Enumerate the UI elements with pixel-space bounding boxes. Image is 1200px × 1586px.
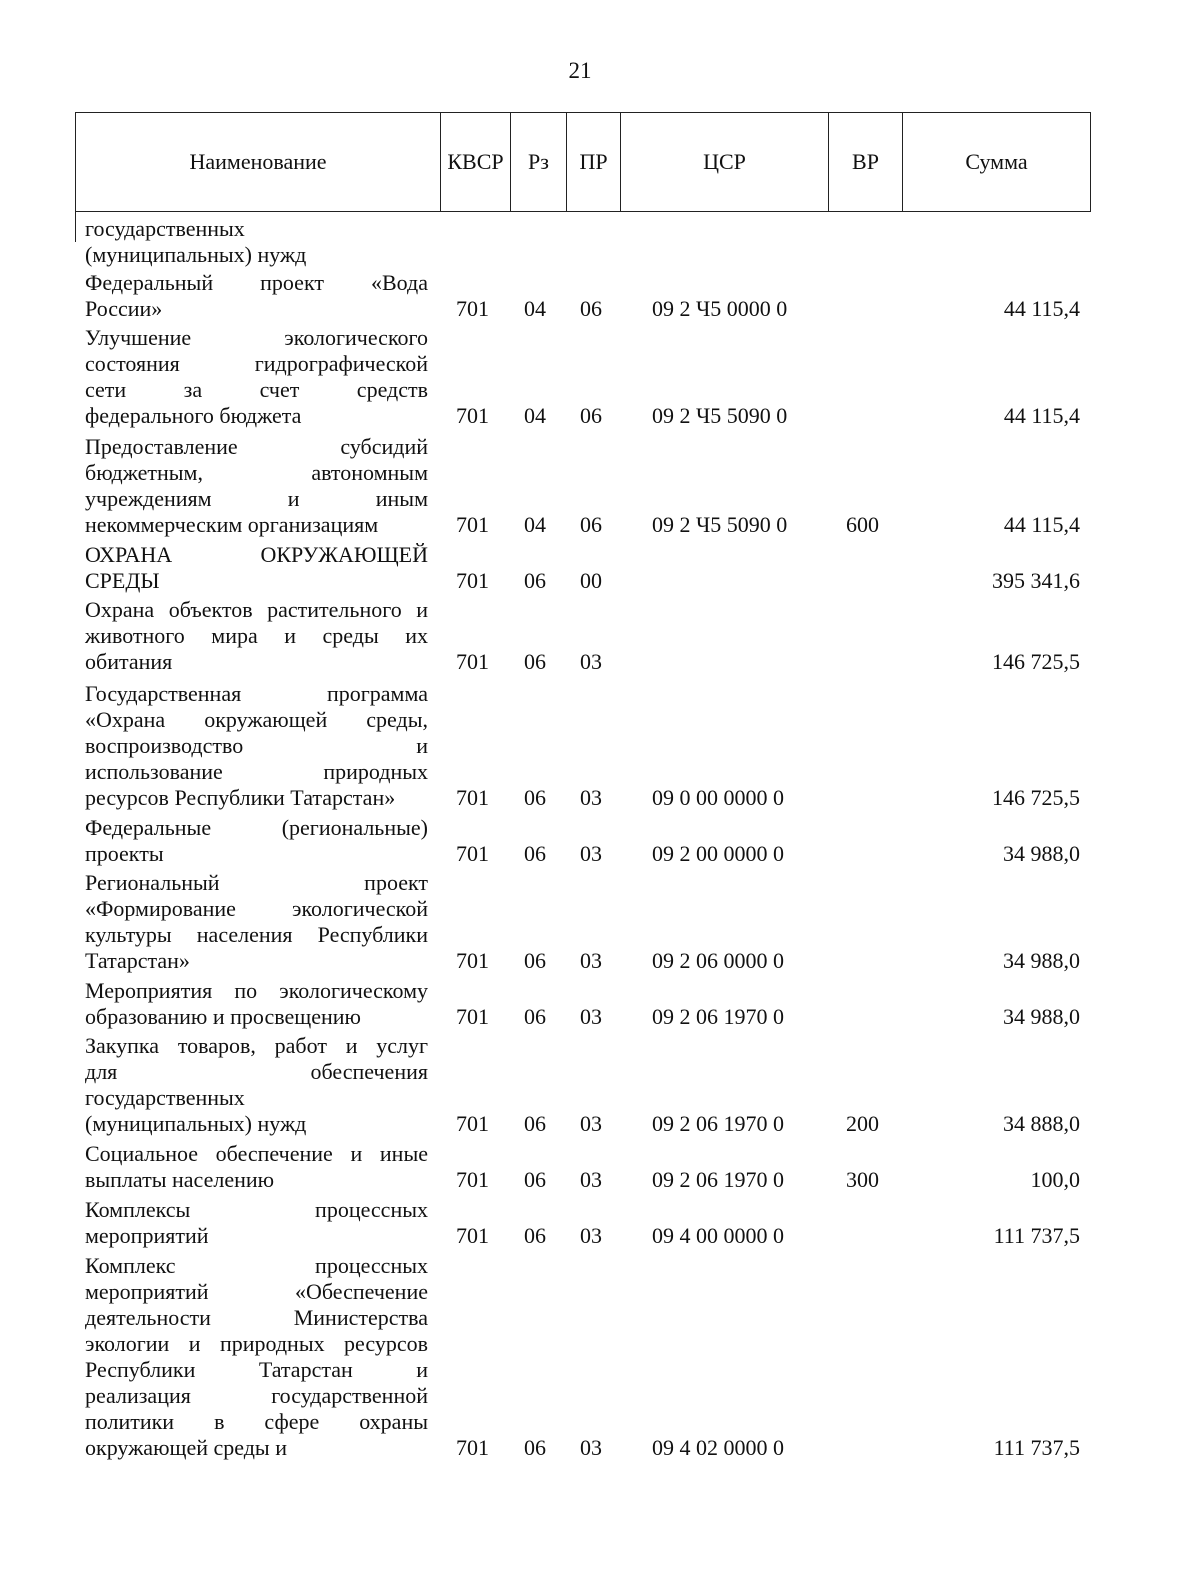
row-name-line: Комплекс процессных [85, 1253, 428, 1278]
row-sum: 34 988,0 [1003, 841, 1080, 866]
row-name-line: мероприятий [85, 1223, 209, 1248]
row-kvsr: 701 [456, 1004, 489, 1029]
row-name-line: государственных [85, 216, 245, 241]
row-kvsr: 701 [456, 403, 489, 428]
row-name [85, 870, 428, 974]
row-name-line: Предоставление субсидий [85, 434, 428, 459]
row-csr: 09 2 00 0000 0 [652, 841, 784, 866]
row-name-line: экологии и природных ресурсов [85, 1331, 428, 1356]
table-header [75, 112, 1091, 212]
row-kvsr: 701 [456, 512, 489, 537]
row-vr: 600 [846, 512, 879, 537]
row-name-line: образованию и просвещению [85, 1004, 361, 1029]
row-pr: 03 [580, 1004, 602, 1029]
row-name-line: состояния гидрографической [85, 351, 428, 376]
row-name-line: Социальное обеспечение и иные [85, 1141, 428, 1166]
row-pr: 06 [580, 403, 602, 428]
row-pr: 00 [580, 568, 602, 593]
row-name [85, 1197, 428, 1249]
row-name-line: проекты [85, 841, 164, 866]
row-rz: 06 [524, 1223, 546, 1248]
row-name-line: «Формирование экологической [85, 896, 428, 921]
row-name-line: государственных [85, 1085, 245, 1110]
row-csr: 09 4 02 0000 0 [652, 1435, 784, 1460]
row-csr: 09 2 06 1970 0 [652, 1004, 784, 1029]
row-csr: 09 2 06 0000 0 [652, 948, 784, 973]
row-name [85, 1141, 428, 1193]
row-kvsr: 701 [456, 948, 489, 973]
row-csr: 09 2 Ч5 5090 0 [652, 403, 788, 428]
row-name-line: бюджетным, автономным [85, 460, 428, 485]
header-rz: Рз [510, 113, 566, 211]
row-name-line: Охрана объектов растительного и [85, 597, 428, 622]
row-sum: 146 725,5 [992, 649, 1080, 674]
row-csr: 09 4 00 0000 0 [652, 1223, 784, 1248]
row-name-line: окружающей среды и [85, 1435, 287, 1460]
row-rz: 04 [524, 296, 546, 321]
row-name-line: Региональный проект [85, 870, 428, 895]
row-sum: 44 115,4 [1003, 403, 1080, 428]
row-kvsr: 701 [456, 785, 489, 810]
table-left-rule [75, 212, 76, 242]
row-sum: 34 888,0 [1003, 1111, 1080, 1136]
row-pr: 03 [580, 785, 602, 810]
header-sum: Сумма [902, 113, 1090, 211]
page-number: 21 [568, 58, 592, 83]
header-pr: ПР [566, 113, 620, 211]
row-name [85, 1253, 428, 1461]
row-sum: 34 988,0 [1003, 1004, 1080, 1029]
row-name-line: федерального бюджета [85, 403, 302, 428]
row-pr: 06 [580, 512, 602, 537]
row-name-line: культуры населения Республики [85, 922, 428, 947]
row-name [85, 434, 428, 538]
row-name-line: Федеральные (региональные) [85, 815, 428, 840]
row-rz: 06 [524, 785, 546, 810]
row-kvsr: 701 [456, 1435, 489, 1460]
row-name-line: сети за счет средств [85, 377, 428, 402]
row-name-line: некоммерческим организациям [85, 512, 379, 537]
row-kvsr: 701 [456, 841, 489, 866]
row-pr: 03 [580, 841, 602, 866]
row-rz: 06 [524, 1004, 546, 1029]
row-pr: 03 [580, 1111, 602, 1136]
row-name-line: обитания [85, 649, 173, 674]
row-name [85, 542, 428, 594]
row-name-line: политики в сфере охраны [85, 1409, 428, 1434]
row-pr: 03 [580, 1223, 602, 1248]
row-name-line: мероприятий «Обеспечение [85, 1279, 428, 1304]
row-name-line: СРЕДЫ [85, 568, 160, 593]
row-name-line: Татарстан» [85, 948, 190, 973]
row-sum: 111 737,5 [993, 1223, 1080, 1248]
row-name [85, 597, 428, 675]
row-name-line: ОХРАНА ОКРУЖАЮЩЕЙ [85, 542, 428, 567]
row-rz: 06 [524, 1111, 546, 1136]
row-sum: 44 115,4 [1003, 296, 1080, 321]
row-rz: 06 [524, 948, 546, 973]
row-rz: 06 [524, 1167, 546, 1192]
row-csr: 09 2 06 1970 0 [652, 1111, 784, 1136]
row-vr: 200 [846, 1111, 879, 1136]
row-name [85, 815, 428, 867]
row-rz: 04 [524, 512, 546, 537]
row-kvsr: 701 [456, 568, 489, 593]
row-kvsr: 701 [456, 649, 489, 674]
row-name-line: «Охрана окружающей среды, [85, 707, 428, 732]
row-name-line: (муниципальных) нужд [85, 1111, 307, 1136]
header-name: Наименование [189, 149, 327, 174]
row-csr: 09 0 00 0000 0 [652, 785, 784, 810]
row-pr: 03 [580, 649, 602, 674]
row-name-line: Улучшение экологического [85, 325, 428, 350]
row-vr: 300 [846, 1167, 879, 1192]
row-name-line: воспроизводство и [85, 733, 428, 758]
row-rz: 06 [524, 649, 546, 674]
row-name-line: Закупка товаров, работ и услуг [85, 1033, 428, 1058]
row-pr: 03 [580, 1435, 602, 1460]
row-pr: 03 [580, 1167, 602, 1192]
row-name-line: России» [85, 296, 163, 321]
row-name-line: Республики Татарстан и [85, 1357, 428, 1382]
row-rz: 06 [524, 841, 546, 866]
row-rz: 06 [524, 568, 546, 593]
row-sum: 34 988,0 [1003, 948, 1080, 973]
row-sum: 100,0 [1030, 1167, 1080, 1192]
row-sum: 111 737,5 [993, 1435, 1080, 1460]
row-rz: 06 [524, 1435, 546, 1460]
row-sum: 44 115,4 [1003, 512, 1080, 537]
row-name-line: реализация государственной [85, 1383, 428, 1408]
row-name [85, 325, 428, 429]
row-csr: 09 2 Ч5 5090 0 [652, 512, 788, 537]
row-name [85, 681, 428, 811]
row-name [85, 270, 428, 322]
header-vr: ВР [828, 113, 902, 211]
row-name-line: Федеральный проект «Вода [85, 270, 428, 295]
row-name [85, 1033, 428, 1137]
row-name-line: для обеспечения [85, 1059, 428, 1084]
row-sum: 395 341,6 [992, 568, 1080, 593]
row-pr: 06 [580, 296, 602, 321]
row-rz: 04 [524, 403, 546, 428]
row-name [85, 978, 428, 1030]
row-kvsr: 701 [456, 296, 489, 321]
row-name-line: животного мира и среды их [85, 623, 428, 648]
row-name-line: Государственная программа [85, 681, 428, 706]
row-pr: 03 [580, 948, 602, 973]
row-kvsr: 701 [456, 1111, 489, 1136]
row-csr: 09 2 Ч5 0000 0 [652, 296, 788, 321]
row-kvsr: 701 [456, 1223, 489, 1248]
row-name-line: использование природных [85, 759, 428, 784]
row-name-line: Мероприятия по экологическому [85, 978, 428, 1003]
row-name-line: учреждениям и иным [85, 486, 428, 511]
row-name-line: Комплексы процессных [85, 1197, 428, 1222]
row-name [85, 216, 428, 268]
row-kvsr: 701 [456, 1167, 489, 1192]
row-sum: 146 725,5 [992, 785, 1080, 810]
row-name-line: (муниципальных) нужд [85, 242, 307, 267]
row-name-line: ресурсов Республики Татарстан» [85, 785, 396, 810]
row-csr: 09 2 06 1970 0 [652, 1167, 784, 1192]
header-csr: ЦСР [620, 113, 828, 211]
header-kvsr: КВСР [440, 113, 510, 211]
row-name-line: деятельности Министерства [85, 1305, 428, 1330]
row-name-line: выплаты населению [85, 1167, 275, 1192]
